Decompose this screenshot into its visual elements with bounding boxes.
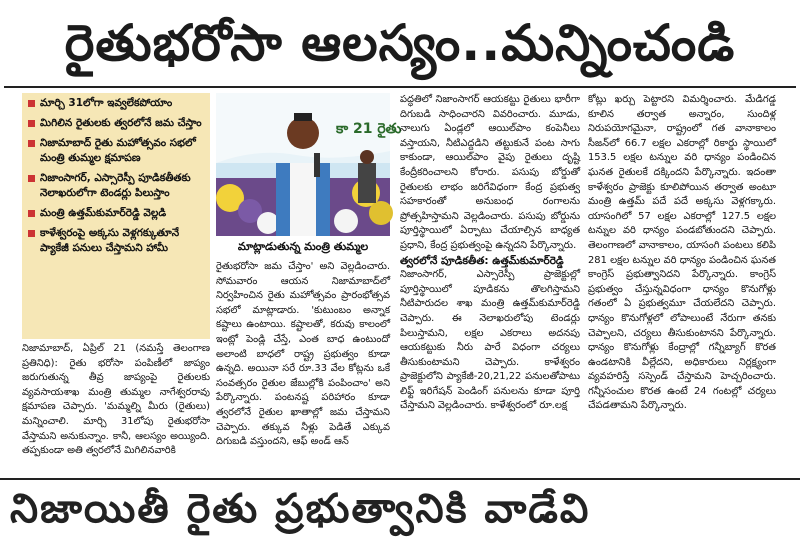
headline-rule (4, 86, 796, 88)
next-headline-text: నిజాయితీ రైతు ప్రభుత్వానికి వాడేవి (10, 486, 591, 532)
next-article-headline (0, 478, 800, 532)
highlight-item: కాళేశ్వరంపై అక్కసు వెళ్లగక్కుతూనే ప్యాకేజీ పనులు చేస్తామని హామీ (22, 223, 210, 258)
column-text: రైతుభరోసా జమ చేస్తాం' అని వెల్లడించారు. సోమవారం ఆయన నిజామాబాద్‌లో నిర్వహించిన రైతు మహోత్సవం ప్రారంభోత్సవ సభలో మాట్లాడారు. 'కుటుంబం అన్నాక కష్టాలు ఉంటాయి. కష్టాలతో, కరువు కాలంలో ఇంట్లో పెండ్లి చేస్తే, ఎంత బాధ ఉంటుందో అలాంటి బాధలో రాష్ట్ర ప్రభుత్వం కూడా ఉన్నది. అయినా సరే రూ.33 వేల కోట్లను ఒకే సంవత్సరం రైతుల జేబుల్లోకి పంపించాం' అని పేర్కొన్నారు. పంటనష్ట పరిహారం కూడా త్వరలోనే రైతుల ఖాతాల్లో జమ చేస్తామని చెప్పారు. తక్కువ నీళ్లు పెడితే ఎక్కువ దిగుబడి వస్తుందని, ఆఫ్ అండ్ ఆన్ (216, 261, 390, 448)
highlight-item: మార్చి 31లోగా ఇవ్వలేకపోయాం (22, 93, 210, 113)
bullet-icon (28, 120, 35, 127)
highlight-item: మిగిలిన రైతులకు త్వరలోనే జమ చేస్తాం (22, 113, 210, 133)
column-text: నిజాంసాగర్, ఎస్సారెస్పీ ప్రాజెక్టుల్లో పూర్తిస్థాయిలో పూడికను తొలగిస్తామని నీటిపారుదల శాఖ మంత్రి ఉత్తమ్‌కుమార్‌రెడ్డి చెప్పారు. ఈ నెలాఖరులోపు టెండర్లు పిలుస్తామని, లక్షల ఎకరాలు అదనపు ఆయకట్టుకు నీరు పారే విధంగా చర్యలు తీసుకుంటామని చెప్పారు. కాళేశ్వరం ప్రాజెక్టులోని ప్యాకేజీ-20,21,22 పనులతోపాటు లిఫ్ట్ ఇరిగేషన్ పెండింగ్ పనులను కూడా పూర్తి చేస్తామని వెల్లడించారు. కాళేశ్వరంలో రూ.లక్ష (400, 269, 580, 412)
bullet-icon (28, 140, 35, 147)
column-text: కోట్లు ఖర్చు పెట్టారని విమర్శించారు. మేడిగడ్డ కూలిన తర్వాత అన్నారం, సుందిళ్ల నిరుపయోగమైనా, రాష్ట్రంలో గత వానాకాలం సీజన్‌లో 66.7 లక్షల ఎకరాల్లో రికార్డు స్థాయిలో 153.5 లక్షల టన్నుల వరి ధాన్యం పండించిన ఘనత రైతులకే దక్కిందని పేర్కొన్నారు. ఇదంతా కాళేశ్వరం ప్రాజెక్టు కూలిపోయిన తర్వాత అంటూ మంత్రి ఉత్తమ్ పదే పదే అక్కసు వెళ్లగక్కారు. యాసంగిలో 57 లక్షల ఎకరాల్లో 127.5 లక్షల టన్నుల వరి ధాన్యం పండబోతుందని చెప్పారు. తెలంగాణలో వానాకాలం, యాసంగి పంటలు కలిపి 281 లక్షల టన్నుల వరి ధాన్యం పండించిన ఘనత కాంగ్రెస్ ప్రభుత్వానిదని పేర్కొన్నారు. కాంగ్రెస్ ప్రభుత్వం చేస్తున్నవిధంగా ధాన్యం కొనుగోళ్లు గతంలో ఏ ప్రభుత్వమూ చేయలేదని చెప్పారు. ధాన్యం కొనుగోళ్లలో లోపాలుంటే నేరుగా తనకు చెప్పాలని, చర్యలు తీసుకుంటానని పేర్కొన్నారు. ధాన్యం కొనుగోళ్లు కేంద్రాల్లో గన్నీబ్యాగ్ కొరత ఉండటానికి వీల్లేదని, అధికారులు నిర్లక్ష్యంగా వ్యవహరిస్తే సస్పెండ్ చేస్తామని హెచ్చరించారు. గన్నీసంచుల కొరత ఉంటే 24 గంటల్లో చర్యలు చేపడతామని పేర్కొన్నారు. (588, 94, 776, 412)
bullet-icon (28, 175, 35, 182)
column-text: పద్ధతిలో నిజాంసాగర్ ఆయకట్టు రైతులు భారీగా దిగుబడి సాధించారని వివరించారు. మూడు, నాలుగు ఏండ్లలో ఆయిల్‌పాం కంపెనీలు వస్తాయని, నీటిఎద్దడిని తట్టుకునే పంట సాగు కాకుండా, ఆయిల్‌పాం వైపు రైతులు దృష్టి కేంద్రీకరించాలని కోరారు. పసుపు బోర్డుతో రైతులకు లాభం జరిగేవిధంగా కేంద్ర ప్రభుత్వ సహకారంతో అనుబంధ రంగాలను ప్రోత్సహిస్తామని వెల్లడించారు. పసుపు బోర్డును పూర్తిస్థాయిలో ఏర్పాటు చేయాల్సిన బాధ్యత ప్రధాని, కేంద్ర ప్రభుత్వంపై ఉన్నదని పేర్కొన్నారు. (400, 94, 580, 251)
highlight-item: నిజామాబాద్ రైతు మహోత్సవం సభలో మంత్రి తుమ్మల క్షమాపణ (22, 133, 210, 168)
article-column-2 (216, 260, 390, 477)
column-text: నిజామాబాద్, ఏప్రిల్ 21 (నమస్తే తెలంగాణ ప్రతినిధి): రైతు భరోసా పంపిణీలో జాప్యం జరుగుతున్న తీవ్ర జాప్యంపై రైతులకు వ్యవసాయశాఖ మంత్రి తుమ్మల నాగేశ్వరరావు క్షమాపణ చెప్పారు. 'మమ్మల్ని మీరు (రైతులు) మన్నించాలి. మార్చి 31లోపు రైతుభరోసా వేస్తామని అనుకున్నాం. కానీ, ఆలస్యం అయ్యింది. తప్పకుండా అతి త్వరలోనే మిగిలినవారికి (22, 343, 210, 457)
headline: రైతుభరోసా ఆలస్యం..మన్నించండి (64, 14, 736, 72)
article-column-4 (588, 93, 776, 477)
highlights-box (22, 93, 210, 339)
highlight-item: నిజాంసాగర్, ఎస్సారెస్పీ పూడికతీతకు నెలాఖరులోగా టెండర్లు పిలుస్తాం (22, 168, 210, 203)
photo-caption: మాట్లాడుతున్న మంత్రి తుమ్మల (237, 240, 369, 253)
highlight-item: మంత్రి ఉత్తమ్‌కుమార్‌రెడ్డి వెల్లడి (22, 203, 210, 223)
banner-text: కా 21 రైతు (336, 121, 402, 137)
bullet-icon (28, 210, 35, 217)
news-photo (216, 93, 402, 236)
article-column-1 (22, 342, 210, 477)
subheading: త్వరలోనే పూడికతీత: ఉత్తమ్‌కుమార్‌రెడ్డి (400, 254, 564, 267)
bullet-icon (28, 100, 35, 107)
article-column-3 (400, 93, 580, 477)
bullet-icon (28, 230, 35, 237)
